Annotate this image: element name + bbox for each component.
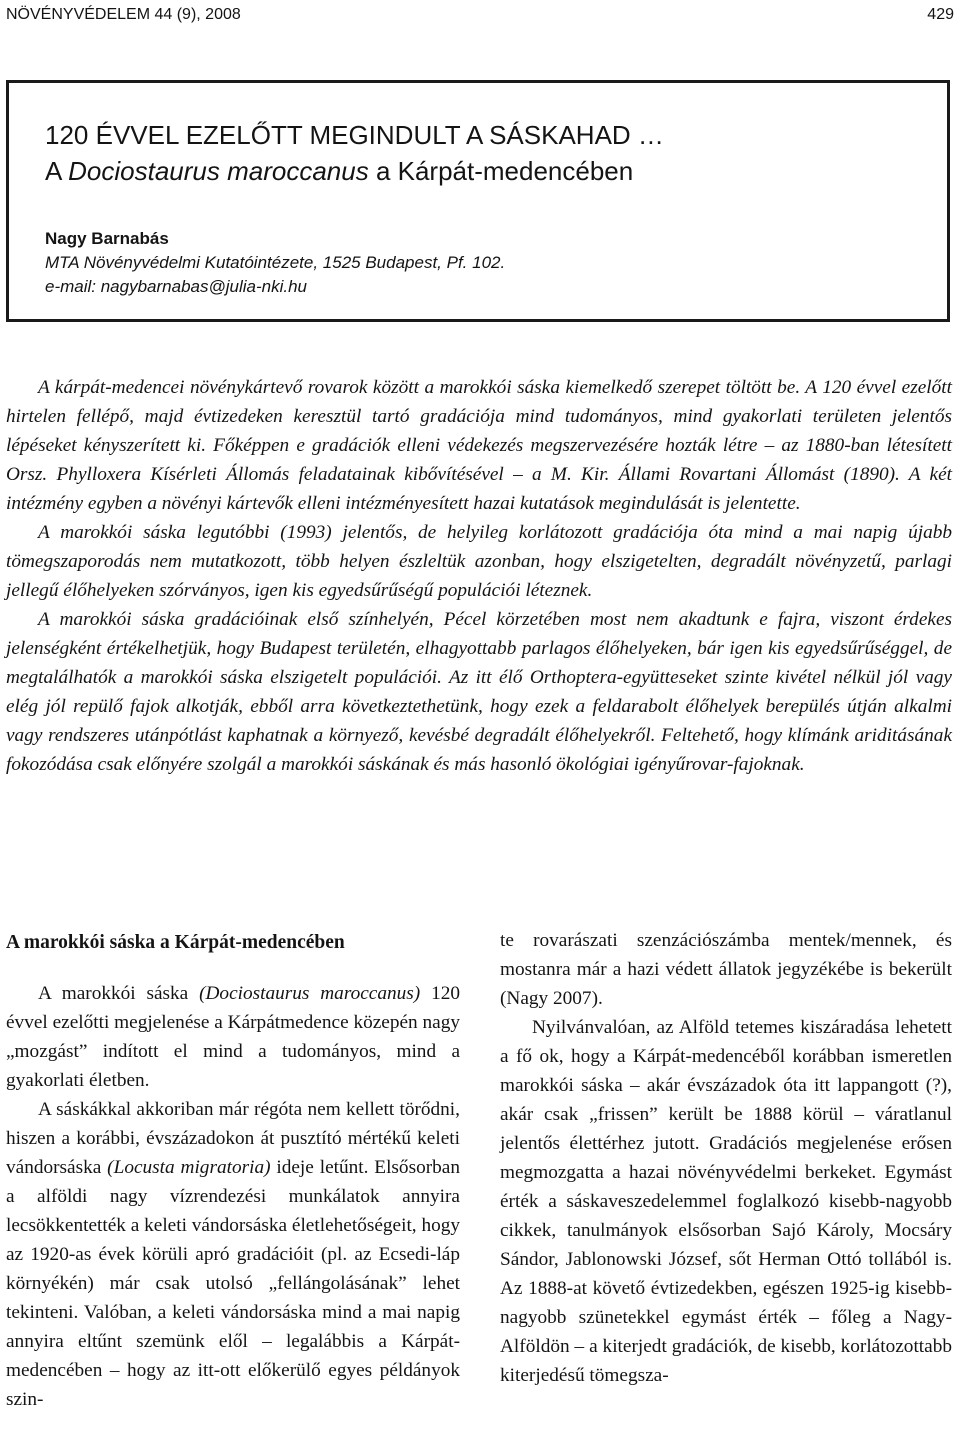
text-run: A sáskákkal akkoriban már régóta nem kellett törődni, hiszen a korábbi, évszázadokon át pusztító mértékű keleti vándorsáska	[6, 1099, 460, 1178]
abstract-paragraph: A marokkói sáska gradációinak első színhelyén, Pécel körzetében most nem akadtunk e fajra, viszont érdekes jelenségként értékelhetjük, hogy Budapest területén, elhagyottabb parlagos élőhelyeken, bár igen kis egyedsűrűséggel, de megtalálhatók a marokkói sáska elszigetelt populációi. Az itt élő Orthoptera-együtteseket szinte kivétel nélkül jól vagy elég jól repülő fajok alkotják, ebből arra következtethetünk, hogy ezek a feldarabolt élőhelyek berepülés útján alkalmi vagy rendszeres utánpótlást kaphatnak a környező, kevésbé degradált élőhelyekről. Feltehető, hogy klímánk ariditásának fokozódása csak előnyére szolgál a marokkói sáskának és más hasonló ökológiai igényűrovar-fajoknak.	[6, 609, 952, 775]
title-line-2-suffix: a Kárpát-medencében	[368, 156, 634, 186]
title-box	[6, 80, 950, 322]
title-species: Dociostaurus maroccanus	[68, 156, 369, 186]
species-name: (Dociostaurus maroccanus)	[199, 983, 421, 1004]
right-column	[500, 926, 952, 1390]
body-paragraph: te rovarászati szenzációszámba mentek/mennek, és mostanra már a hazi védett állatok jegyzékébe is bekerült (Nagy 2007).	[500, 930, 952, 1009]
abstract-paragraph: A kárpát-medencei növénykártevő rovarok között a marokkói sáska kiemelkedő szerepet töltött be. A 120 évvel ezelőtt hirtelen fellépő, majd évtizedeken keresztül tartó gradációja mind tudományos, mind gyakorlati területen jelentős lépéseket kényszerített ki. Főképpen e gradációk elleni védekezés megszervezésére hozták létre – az 1880-ban létesített Orsz. Phylloxera Kísérleti Állomás feladatainak kibővítésével – a M. Kir. Állami Rovartani Állomást (1890). A két intézmény egyben a növényi kártevők elleni intézményesített hazai kutatások megindulását is jelentette.	[6, 377, 952, 514]
running-head	[6, 6, 954, 30]
author-email: e-mail: nagybarnabas@julia-nki.hu	[45, 277, 308, 296]
body-paragraph	[6, 1095, 460, 1414]
abstract-paragraph: A marokkói sáska legutóbbi (1993) jelentős, de helyileg korlátozott gradációja óta mind a mai napig újabb tömegszaporodás nem mutatkozott, több helyen észleltük azonban, hogy elszigetelten, degradált növényzetű, parlagi jellegű élőhelyeken szórványos, igen kis egyedsűrűségű populációi léteznek.	[6, 522, 952, 601]
text-run: 120 évvel ezelőtti megjelenése a Kárpátmedence közepén nagy „mozgást” indított el mind a tudományos, mind a gyakorlati életben.	[6, 983, 460, 1091]
author-name: Nagy Barnabás	[45, 229, 169, 248]
title-line-2-prefix: A	[45, 156, 69, 186]
journal-citation: NÖVÉNYVÉDELEM 44 (9), 2008	[6, 6, 241, 23]
body-paragraph	[6, 979, 460, 1095]
species-name: (Locusta migratoria)	[107, 1157, 271, 1178]
article-title	[45, 117, 664, 189]
section-heading: A marokkói sáska a Kárpát-medencében	[6, 932, 345, 953]
left-column	[6, 928, 460, 1414]
text-run: ideje letűnt. Elsősorban a alföldi nagy vízrendezési munkálatok annyira lecsökkentették a keleti vándorsáska életlehetőségeit, hogy az 1920-as évek körüli apró gradációit (pl. az Ecsedi-láp környékén) már csak utolsó „fellángolásának” lehet tekinteni. Valóban, a keleti vándorsáska mind a mai napig annyira eltűnt szemünk elől – legalábbis a Kárpát-medencében – hogy az itt-ott előkerülő egyes példányok szin-	[6, 1157, 461, 1410]
abstract	[6, 373, 952, 779]
title-line-1: 120 ÉVVEL EZELŐTT MEGINDULT A SÁSKAHAD …	[45, 120, 664, 150]
author-affiliation: MTA Növényvédelmi Kutatóintézete, 1525 Budapest, Pf. 102.	[45, 253, 506, 272]
page-number: 429	[927, 6, 954, 23]
text-run: A marokkói sáska	[38, 983, 200, 1004]
body-paragraph: Nyilvánvalóan, az Alföld tetemes kiszáradása lehetett a fő ok, hogy a Kárpát-medencéből korábban ismeretlen marokkói sáska – akár évszázadok óta itt lappangott (?), akár csak „frissen” került be 1888 körül – váratlanul jelentős élettérhez jutott. Gradációs megjelenése erősen megmozgatta a hazai növényvédelmi berkeket. Egymást érték a sáskaveszedelemmel foglalkozó kisebb-nagyobb cikkek, tanulmányok elsősorban Sajó Károly, Mocsáry Sándor, Jablonowski József, sőt Herman Ottó tollából is. Az 1888-at követő évtizedekben, egészen 1925-ig kisebb-nagyobb szünetekkel egymást érték – főleg a Nagy-Alföldön – a kiterjedt gradációk, de kisebb, korlátozottabb kiterjedésű tömegsza-	[500, 1017, 952, 1386]
